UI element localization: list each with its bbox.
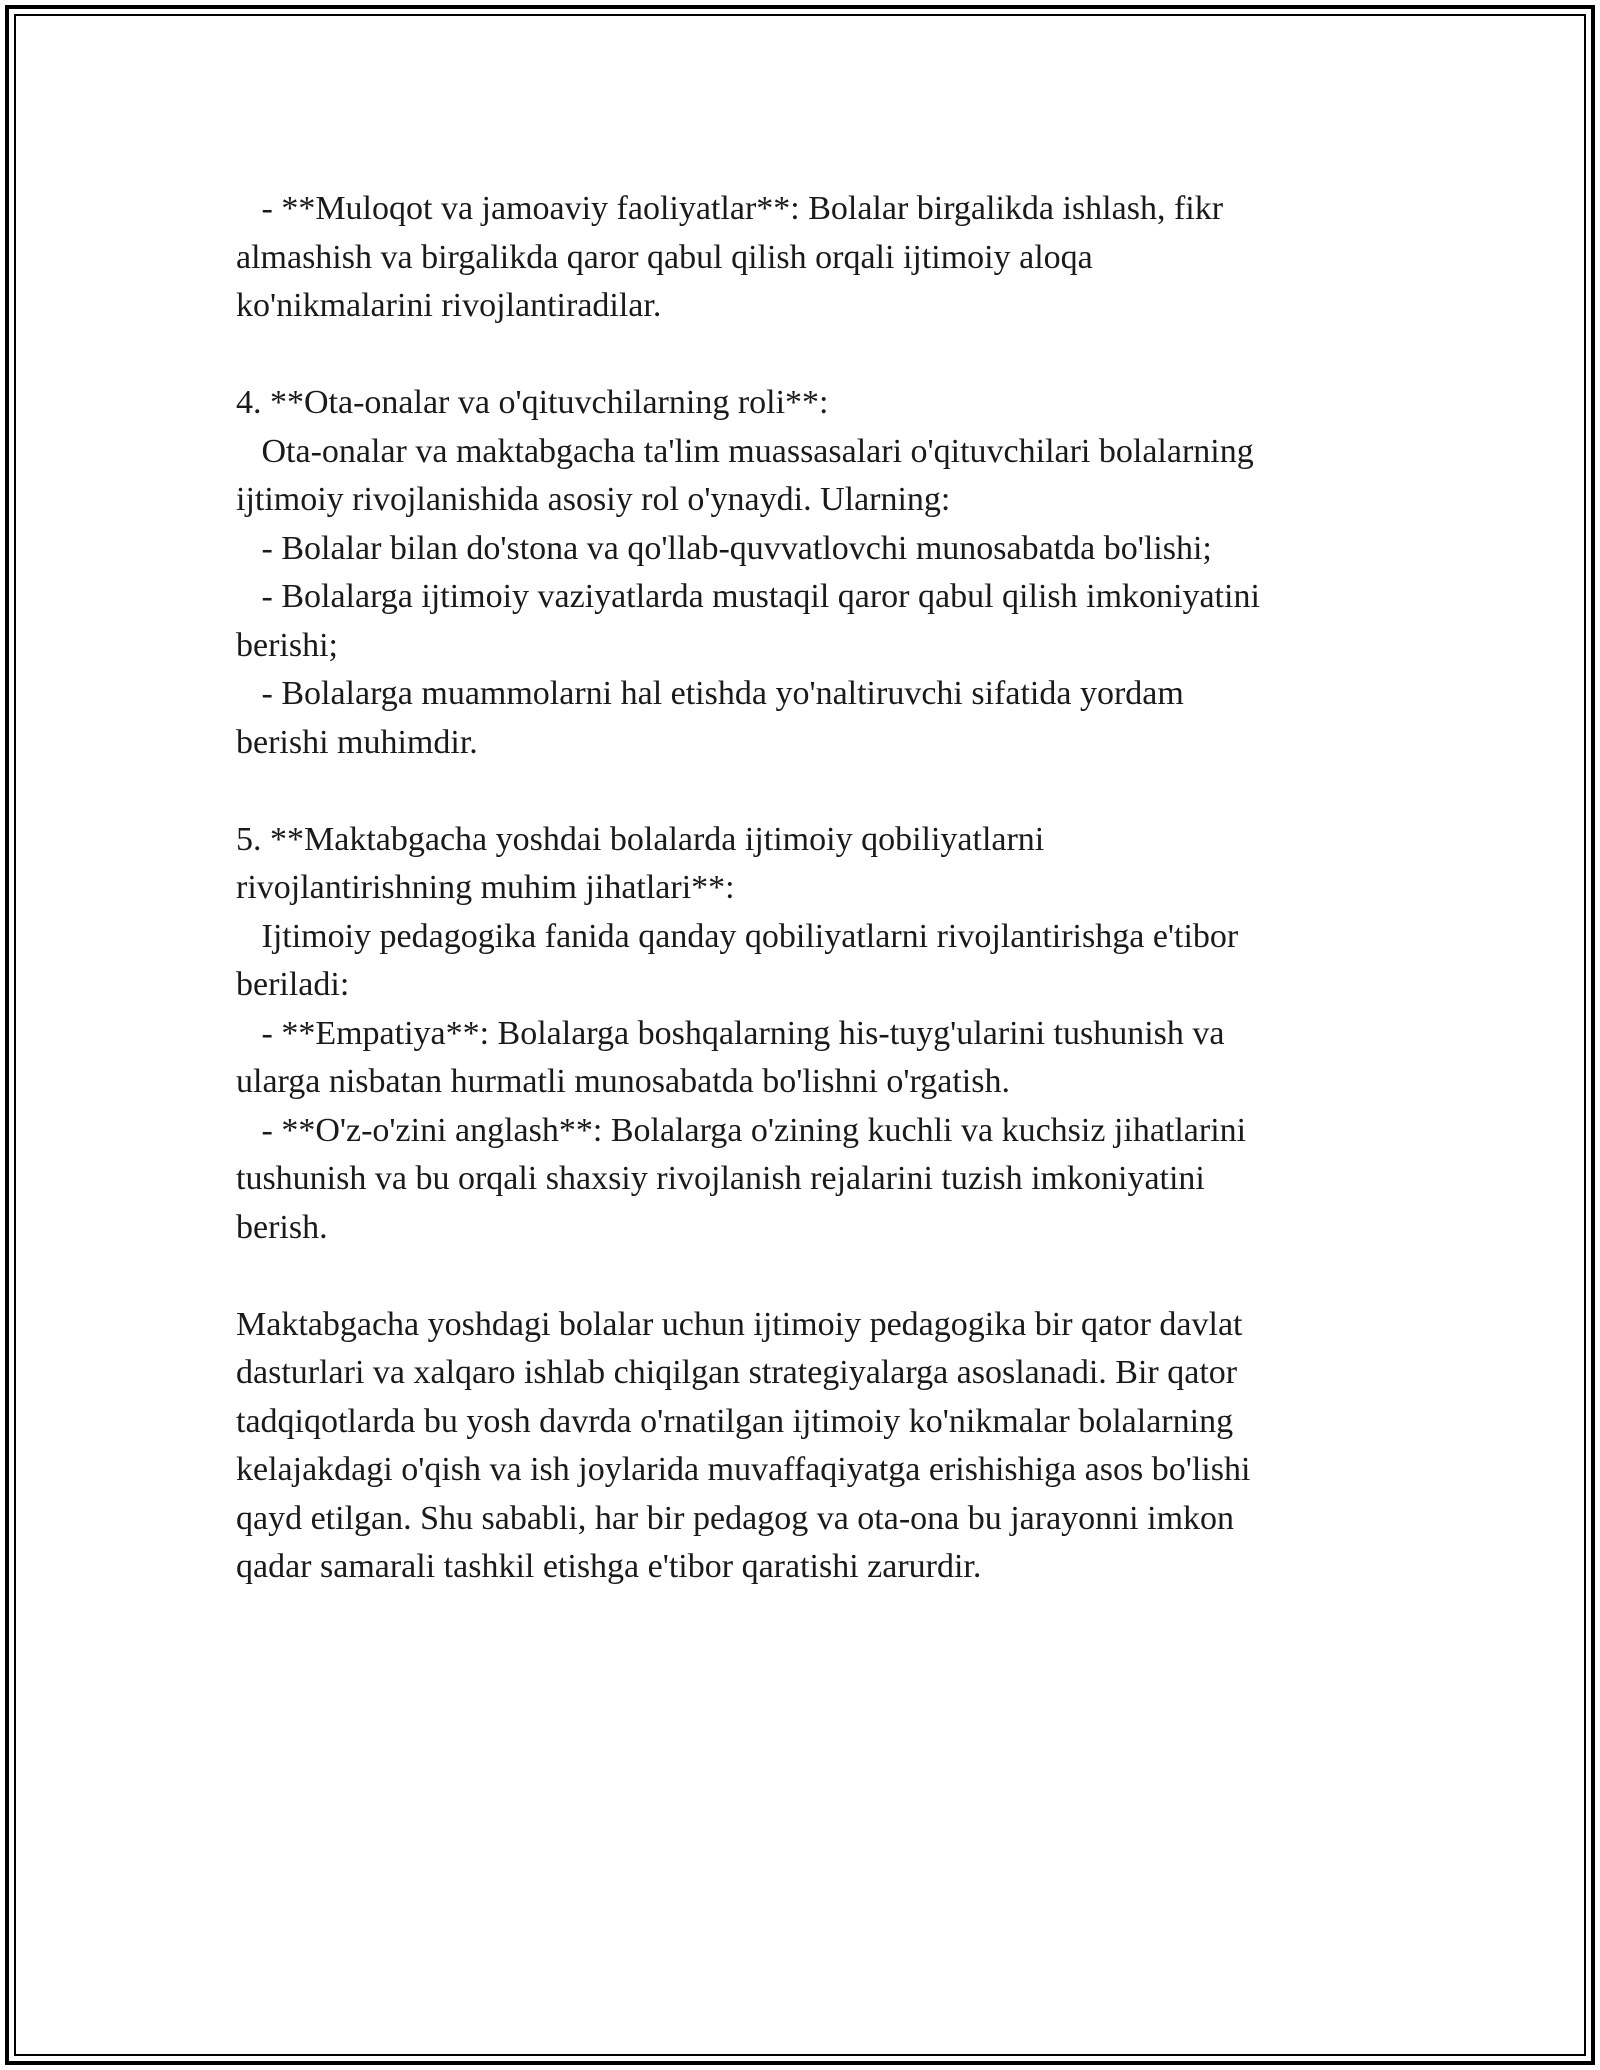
section-heading: 5. **Maktabgacha yoshdai bolalarda ijtimoiy qobiliyatlarni [236, 820, 1045, 858]
text-line: qadar samarali tashkil etishga e'tibor qaratishi zarurdir. [236, 1548, 982, 1585]
text-line: qayd etilgan. Shu sababli, har bir pedagog va ota-ona bu jarayonni imkon [236, 1499, 1235, 1537]
text-line: berish. [236, 1208, 328, 1246]
text-line: Ijtimoiy pedagogika fanida qanday qobiliyatlarni rivojlantirishga e'tibor [236, 917, 1239, 955]
paragraph-spacer [236, 767, 1366, 816]
paragraph-spacer [236, 1252, 1366, 1301]
text-line: tushunish va bu orqali shaxsiy rivojlanish rejalarini tuzish imkoniyatini [236, 1160, 1205, 1197]
text-line: Maktabgacha yoshdagi bolalar uchun ijtimoiy pedagogika bir qator davlat [236, 1305, 1243, 1343]
text-line: ularga nisbatan hurmatli munosabatda bo'lishni o'rgatish. [236, 1063, 1010, 1100]
section-heading: rivojlantirishning muhim jihatlari**: [236, 869, 735, 906]
text-line: dasturlari va xalqaro ishlab chiqilgan strategiyalarga asoslanadi. Bir qator [236, 1354, 1238, 1391]
text-line: Ota-onalar va maktabgacha ta'lim muassasalari o'qituvchilari bolalarning [236, 432, 1254, 470]
text-line: - Bolalar bilan do'stona va qo'llab-quvvatlovchi munosabatda bo'lishi; [236, 529, 1212, 567]
text-line: tadqiqotlarda bu yosh davrda o'rnatilgan ijtimoiy ko'nikmalar bolalarning [236, 1402, 1234, 1440]
paragraph-conclusion [236, 1301, 1366, 1592]
text-line: - Bolalarga ijtimoiy vaziyatlarda mustaqil qaror qabul qilish imkoniyatini [236, 578, 1260, 615]
text-line: beriladi: [236, 966, 350, 1003]
text-line: kelajakdagi o'qish va ish joylarida muvaffaqiyatga erishishiga asos bo'lishi [236, 1451, 1251, 1488]
text-line: ko'nikmalarini rivojlantiradilar. [236, 287, 662, 324]
text-line: ijtimoiy rivojlanishida asosiy rol o'ynaydi. Ularning: [236, 481, 951, 518]
text-line: - **O'z-o'zini anglash**: Bolalarga o'zining kuchli va kuchsiz jihatlarini [236, 1111, 1247, 1149]
text-line: almashish va birgalikda qaror qabul qilish orqali ijtimoiy aloqa [236, 238, 1093, 276]
text-line: - Bolalarga muammolarni hal etishda yo'naltiruvchi sifatida yordam [236, 675, 1184, 712]
document-body [236, 185, 1366, 1592]
text-line: berishi muhimdir. [236, 723, 478, 761]
text-line: berishi; [236, 626, 338, 664]
section-heading: 4. **Ota-onalar va o'qituvchilarning roli**: [236, 384, 829, 421]
text-line: - **Empatiya**: Bolalarga boshqalarning his-tuyg'ularini tushunish va [236, 1014, 1225, 1052]
paragraph-section-5 [236, 816, 1366, 1253]
paragraph-section-4 [236, 379, 1366, 767]
text-line: - **Muloqot va jamoaviy faoliyatlar**: Bolalar birgalikda ishlash, fikr [236, 190, 1224, 227]
paragraph-spacer [236, 331, 1366, 380]
paragraph-muloqot-bullet [236, 185, 1366, 331]
